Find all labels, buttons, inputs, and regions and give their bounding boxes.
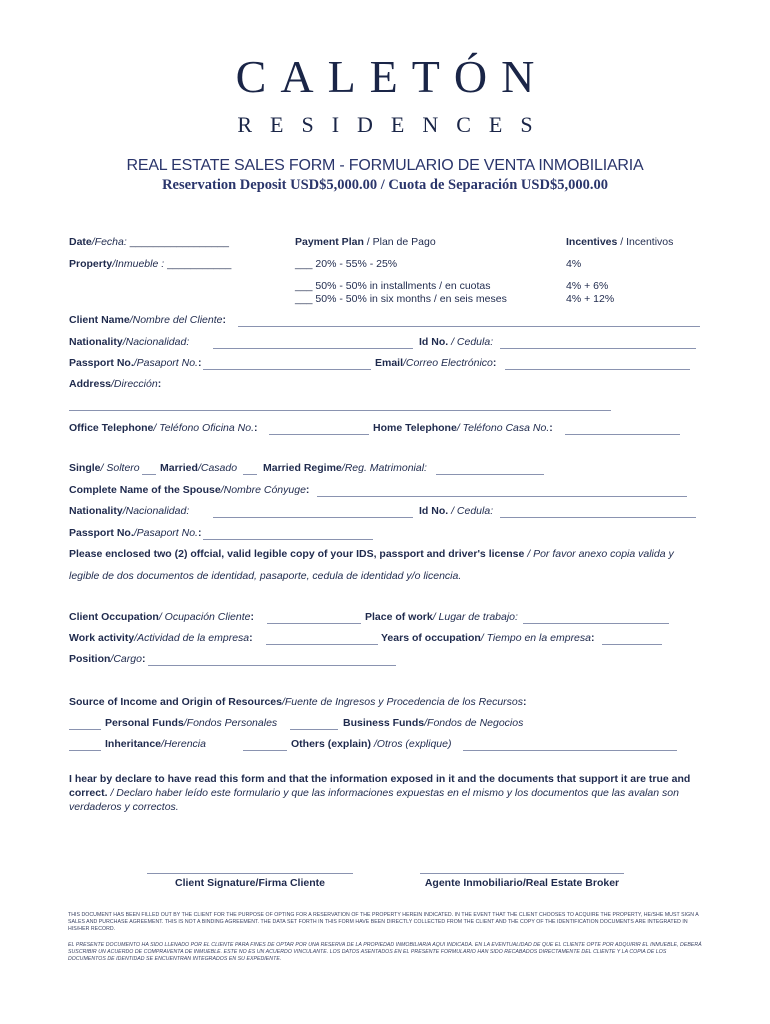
payment-option-3[interactable]: ___ 50% - 50% in six months / en seis meses [295,293,507,305]
business-funds-label-en: Business Funds [343,717,425,729]
single-checkbox[interactable] [142,474,156,475]
declaration-en-2: correct. [69,787,108,799]
nationality-label [69,336,189,348]
inheritance-label [105,738,206,750]
address-label-en: Address [69,378,112,390]
spouse-passport-label-en: Passport No. [69,527,134,539]
spouse-nationality-label-en: Nationality [69,505,123,517]
spouse-label [69,484,309,496]
spouse-id-no-label-en: Id No. [419,505,449,517]
spouse-passport-colon: : [197,527,202,539]
id-no-label-en: Id No. [419,336,449,348]
client-name-label-es: /Nombre del Cliente [129,314,223,326]
client-name-label-en: Client Name [69,314,130,326]
enclose-notice-es-2: legible de dos documentos de identidad, pasaporte, cedula de identidad y/o licencia. [69,570,462,582]
address-label-es: /Dirección [111,378,158,390]
id-no-input[interactable] [500,348,696,349]
married-regime-label: Married Regime [263,462,342,474]
client-name-colon: : [222,314,226,326]
work-activity-label [69,632,253,644]
business-funds-label [343,717,523,729]
enclose-notice [69,548,674,560]
client-name-label [69,314,226,326]
office-phone-label-en: Office Telephone [69,422,154,434]
inheritance-checkbox[interactable] [69,750,101,751]
home-phone-label-en: Home Telephone [373,422,457,434]
declaration-es-2: / Declaro haber leído este formulario y que las informaciones expuestas en el mismo y los documentos que las avalan son [107,787,679,799]
incentive-value-1: 4% [566,258,582,270]
property-field[interactable] [69,258,231,270]
client-signature-line[interactable] [147,873,353,874]
incentives-label-es: / Incentivos [617,236,674,248]
property-label: Property [69,258,113,270]
broker-signature-label [417,877,627,889]
email-label-en: Email [375,357,404,369]
spouse-id-no-label [419,505,493,517]
email-input[interactable] [505,369,690,370]
inheritance-label-es: /Herencia [161,738,206,750]
email-colon: : [492,357,497,369]
nationality-input[interactable] [213,348,413,349]
enclose-notice-line-2 [69,570,461,582]
inheritance-label-en: Inheritance [105,738,162,750]
office-phone-input[interactable] [269,434,369,435]
incentives-header [566,236,673,248]
single-label-es: / Soltero [100,462,140,474]
passport-input[interactable] [203,369,371,370]
office-phone-label-es: / Teléfono Oficina No. [153,422,254,434]
personal-funds-label-es: /Fondos Personales [183,717,278,729]
married-label: Married [160,462,198,474]
spouse-colon: : [305,484,310,496]
form-title: REAL ESTATE SALES FORM - FORMULARIO DE VENTA INMOBILIARIA [126,157,644,174]
spouse-passport-input[interactable] [203,539,373,540]
place-of-work-label-en: Place of work [365,611,433,623]
id-no-label [419,336,493,348]
home-phone-input[interactable] [565,434,680,435]
spouse-passport-label [69,527,201,539]
personal-funds-checkbox[interactable] [69,729,101,730]
property-label-es: /Inmueble : [112,258,168,270]
business-funds-label-es: /Fondos de Negocios [424,717,524,729]
enclose-notice-en: Please enclosed two (2) offcial, valid legible copy of your IDS, passport and driver's license [69,548,525,560]
years-input[interactable] [602,644,662,645]
position-colon: : [141,653,146,665]
office-phone-label [69,422,258,434]
source-colon: : [523,696,527,708]
email-label-es: /Correo Electrónico [403,357,493,369]
occupation-label-en: Client Occupation [69,611,159,623]
others-checkbox[interactable] [243,750,287,751]
position-label [69,653,145,665]
married-checkbox[interactable] [243,474,257,475]
work-activity-colon: : [249,632,253,644]
married-regime-label-es: /Reg. Matrimonial: [341,462,427,474]
position-label-es: /Cargo [110,653,142,665]
source-label-es: /Fuente de Ingresos y Procedencia de los Recursos [281,696,524,708]
personal-funds-label-en: Personal Funds [105,717,184,729]
occupation-label-es: / Ocupación Cliente [158,611,251,623]
incentive-value-2: 4% + 6% [566,280,609,292]
form-subtitle: Reservation Deposit USD$5,000.00 / Cuota de Separación USD$5,000.00 [162,177,608,193]
single-label: Single [69,462,101,474]
married-label-es: /Casado [197,462,238,474]
years-label [381,632,595,644]
business-funds-checkbox[interactable] [290,729,338,730]
spouse-label-en: Complete Name of the Spouse [69,484,221,496]
home-phone-label [373,422,553,434]
legal-disclaimer-es: EL PRESENTE DOCUMENTO HA SIDO LLENADO POR EL CLIENTE PARA FINES DE OPTAR POR UNA RESERVA DE LA PROPIEDAD INMOBILIARIA AQUI INDICADA. EN LA EVENTUALIDAD DE QUE EL CLIENTE OPTE POR ADQUIRIR EL INMUEBLE, DEBERÁ SUSCRIBIR UN ACUERDO DE COMPRAVENTA DE INMUEBLE. ESTE NO ES UN ACUERDO VINCULANTE. LOS DATOS ASENTADOS EN EL PRESENTE FORMULARIO HAN SIDO RECABADOS DIRECTAMENTE DEL CLIENTE Y LA COPIA DE LOS DOCUMENTOS DE IDENTIDAD SE ENCUENTRAN INTEGRADOS EN SU EXPEDIENTE. [68,942,702,963]
spouse-nationality-label-es: /Nacionalidad: [122,505,190,517]
married-regime-label-group [263,462,427,474]
brand-logo: CALETÓN [235,51,549,102]
property-blank: ___________ [167,258,232,270]
married-regime-input[interactable] [436,474,544,475]
passport-label-en: Passport No. [69,357,134,369]
married-label-group [160,462,237,474]
passport-label [69,357,201,369]
payment-plan-label-es: / Plan de Pago [363,236,436,248]
incentive-value-3: 4% + 12% [566,293,615,305]
address-colon: : [157,378,162,390]
client-name-input[interactable] [238,326,700,327]
email-label [375,357,496,369]
date-label: Date [69,236,92,248]
source-of-income-label [69,696,527,708]
address-label [69,378,161,390]
passport-colon: : [197,357,202,369]
nationality-label-en: Nationality [69,336,123,348]
place-of-work-label-es: / Lugar de trabajo: [432,611,518,623]
id-no-label-es: / Cedula: [448,336,494,348]
work-activity-label-es: /Actividad de la empresa [134,632,250,644]
payment-option-2[interactable]: ___ 50% - 50% in installments / en cuotas [295,280,491,292]
declaration-es-3: verdaderos y correctos. [69,801,179,813]
declaration-en-1: I hear by declare to have read this form and that the information exposed in it and the documents that support it are true and [69,773,691,785]
spouse-id-no-input[interactable] [500,517,696,518]
years-label-es: / Tiempo en la empresa [480,632,591,644]
declaration-line-1 [69,773,690,785]
office-phone-colon: : [254,422,258,434]
payment-plan-label: Payment Plan [295,236,364,248]
occupation-colon: : [250,611,254,623]
occupation-label [69,611,254,623]
marital-status-row [69,462,140,474]
date-field[interactable] [69,236,229,248]
legal-disclaimer-en: THIS DOCUMENT HAS BEEN FILLED OUT BY THE CLIENT FOR THE PURPOSE OF OPTING FOR A RESERVATION OF THE PROPERTY HEREIN INDICATED. IN THE EVENT THAT THE CLIENT CHOOSES TO ACQUIRE THE PROPERTY, HE/SHE MUST SIGN A SALES AND PURCHASE AGREEMENT. THIS IS NOT A BINDING AGREEMENT. THE DATA SET FORTH IN THIS FORM HAVE BEEN DIRECTLY COLLECTED FROM THE CLIENT AND THE COPY OF THE IDENTIFICATION DOCUMENTS ARE INTEGRATED IN HIS/HER RECORD. [68,912,699,933]
broker-signature-line[interactable] [420,873,624,874]
spouse-passport-label-es: /Pasaport No. [133,527,198,539]
payment-option-1[interactable]: ___ 20% - 55% - 25% [295,258,398,270]
position-label-en: Position [69,653,111,665]
personal-funds-label [105,717,277,729]
spouse-nationality-label [69,505,189,517]
broker-signature-label-text: Agente Inmobiliario/Real Estate Broker [424,877,620,889]
nationality-label-es: /Nacionalidad: [122,336,190,348]
place-of-work-label [365,611,518,623]
date-blank: _________________ [129,236,229,248]
spouse-nationality-input[interactable] [213,517,413,518]
spouse-label-es: /Nombre Cónyuge [220,484,306,496]
years-colon: : [591,632,595,644]
others-explain-input[interactable] [463,750,677,751]
address-input[interactable] [69,410,611,411]
client-signature-label-text: Client Signature/Firma Cliente [175,877,325,889]
work-activity-input[interactable] [266,644,378,645]
home-phone-label-es: / Teléfono Casa No. [456,422,550,434]
declaration-line-3 [69,801,179,813]
years-label-en: Years of occupation [381,632,481,644]
incentives-label: Incentives [566,236,618,248]
client-signature-label [150,877,350,889]
payment-plan-header [295,236,436,248]
position-input[interactable] [148,665,396,666]
place-of-work-input[interactable] [523,623,669,624]
spouse-input[interactable] [317,496,687,497]
spouse-id-no-label-es: / Cedula: [448,505,494,517]
passport-label-es: /Pasaport No. [133,357,198,369]
work-activity-label-en: Work activity [69,632,135,644]
home-phone-colon: : [549,422,553,434]
source-label-en: Source of Income and Origin of Resources [69,696,282,708]
enclose-notice-es-1: / Por favor anexo copia valida y [524,548,674,560]
declaration-line-2 [69,787,679,799]
others-label-es: /Otros (explique) [370,738,452,750]
brand-logo-subtitle: RESIDENCES [237,112,551,137]
others-label-en: Others (explain) [291,738,371,750]
others-label [291,738,451,750]
occupation-input[interactable] [267,623,361,624]
date-label-es: /Fecha: [91,236,130,248]
